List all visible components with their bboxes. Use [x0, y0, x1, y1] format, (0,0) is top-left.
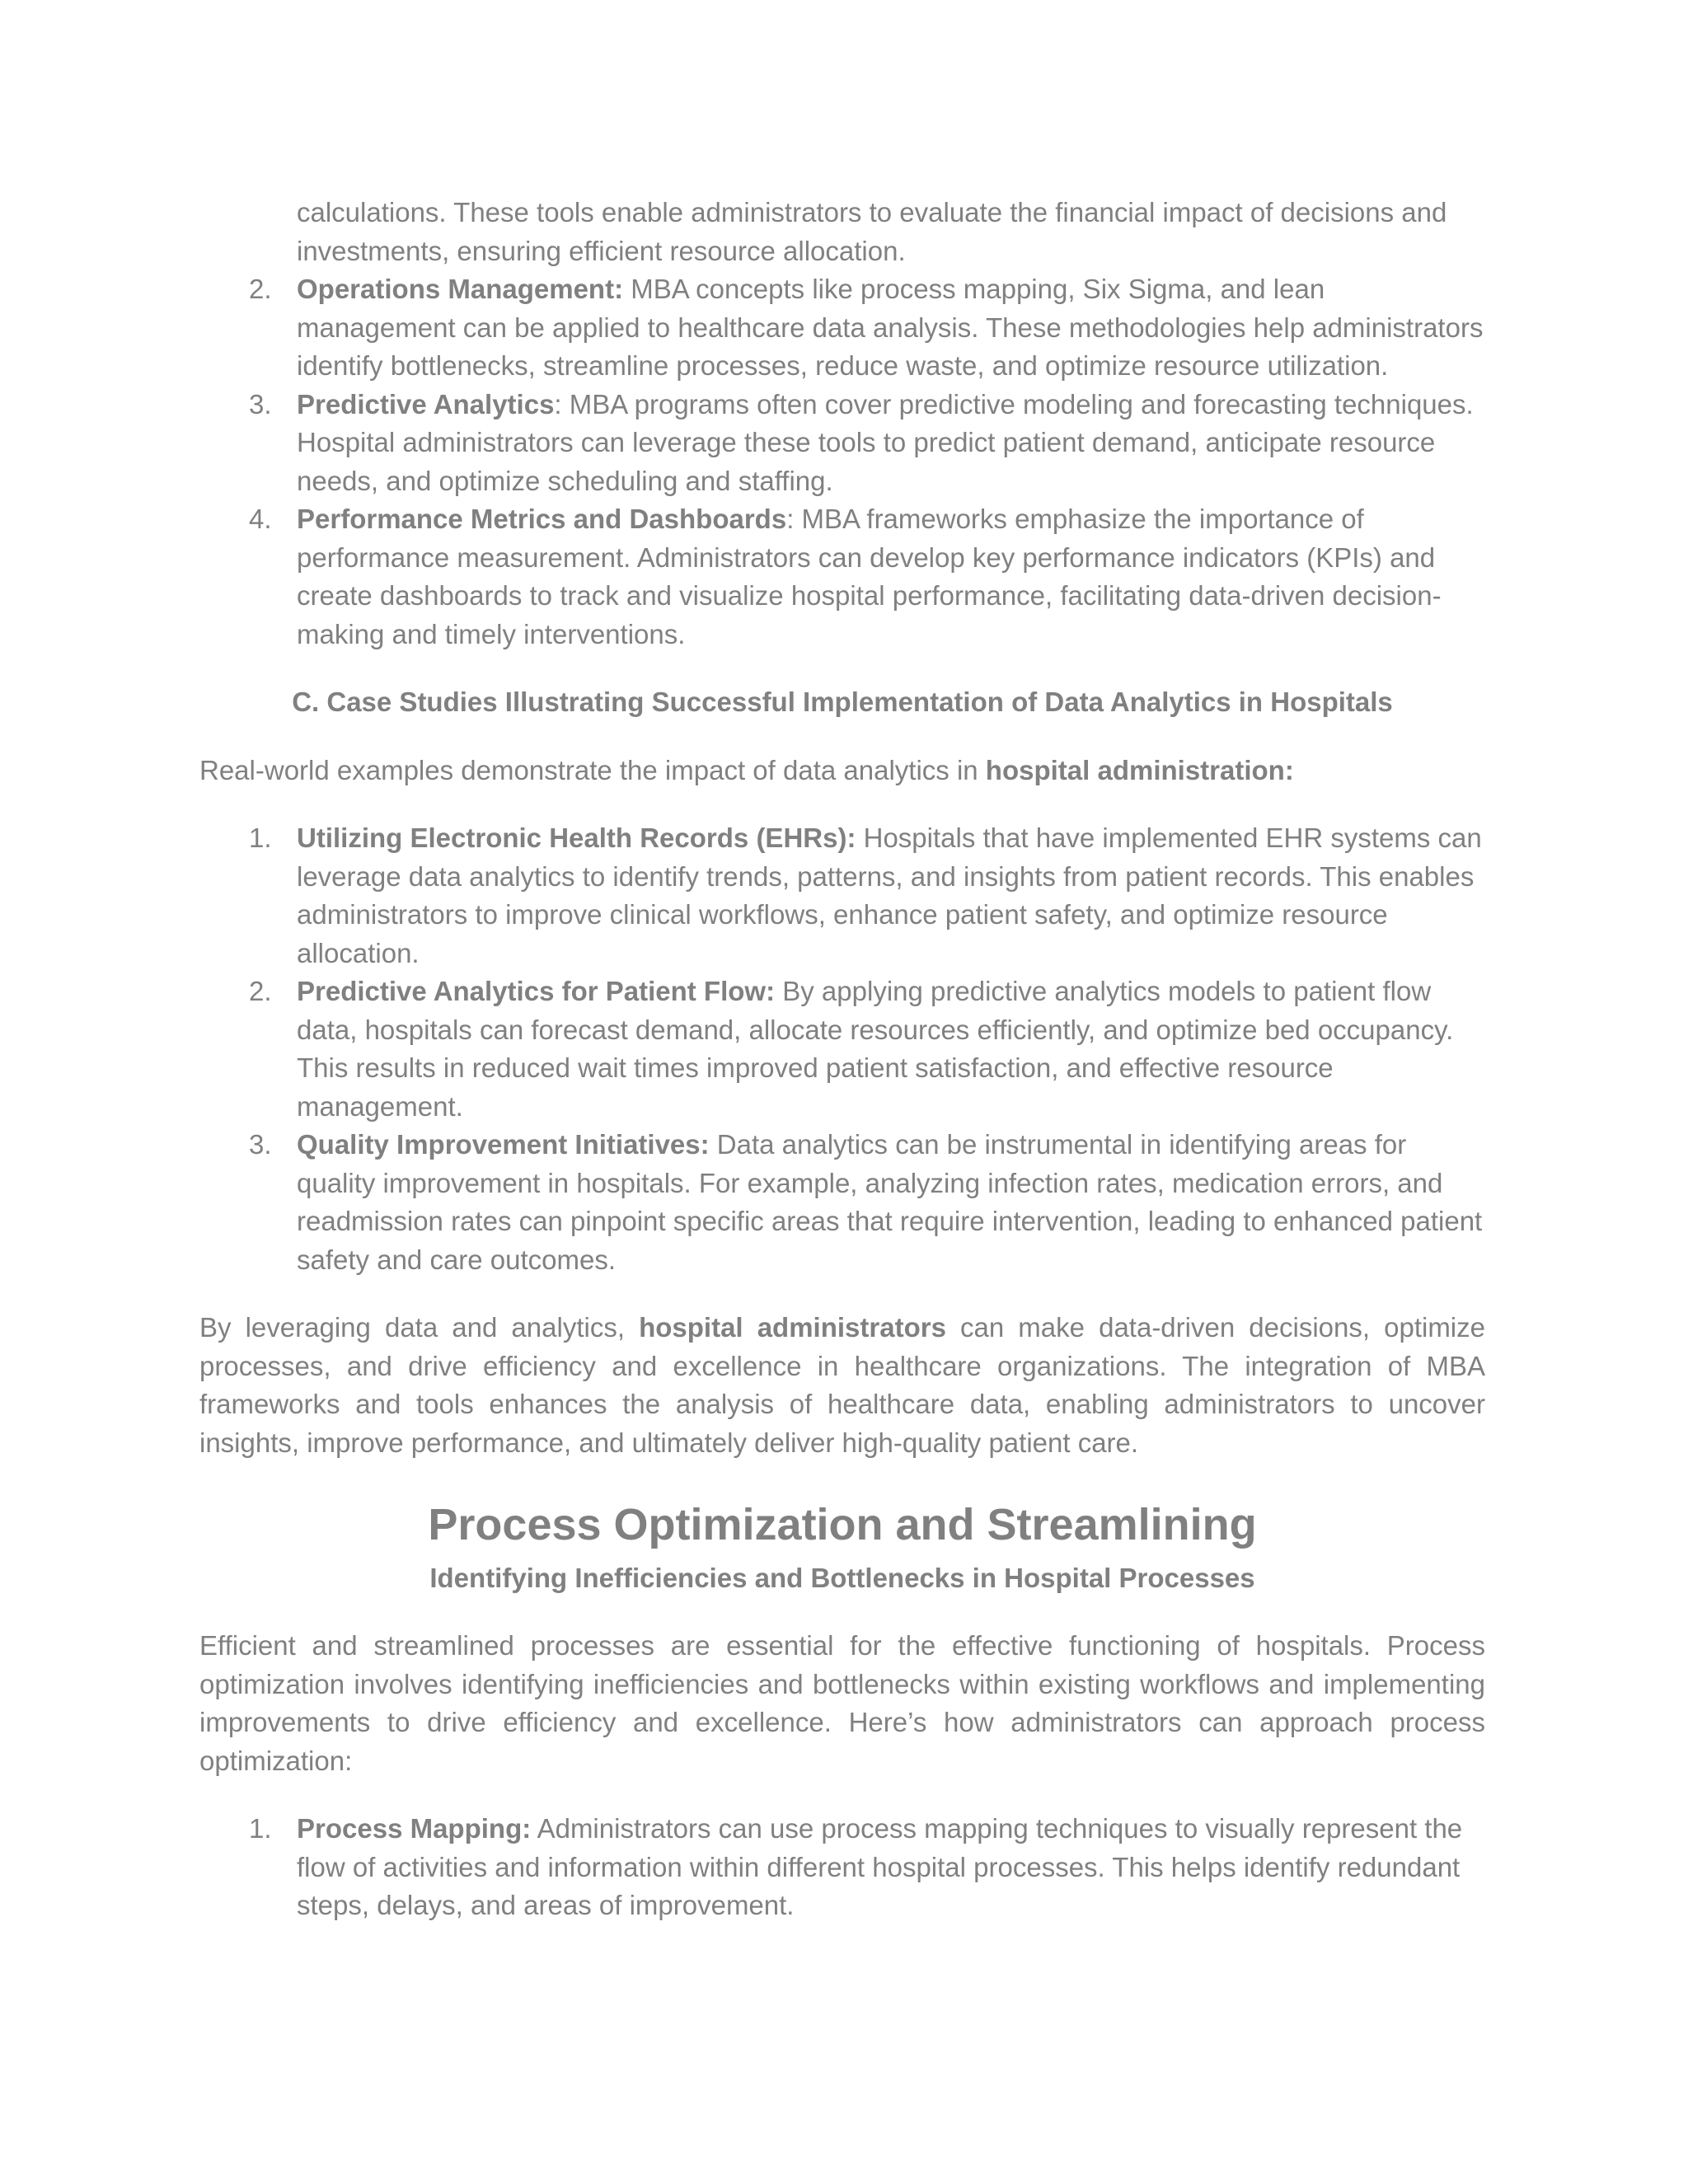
list-item-term: Predictive Analytics: [297, 388, 555, 419]
list-number: 1.: [249, 823, 272, 853]
list-item-text: By applying predictive analytics models to patient flow data, hospitals can forecast demand, allocate resources efficiently, and optimize bed occupancy. This results in reduced wait times improved patient satisfaction, and effective resource management.: [297, 976, 1454, 1122]
list-item: [199, 1810, 1485, 1925]
conclusion-after: can make data-driven decisions, optimize processes, and drive efficiency and excellence in healthcare organizations. The integration of MBA frameworks and tools enhances the analysis of healthcare data, enabling administrators to uncover insights, improve performance, and ultimately deliver high-quality patient care.: [199, 1312, 1485, 1458]
list-item-term: Process Mapping:: [297, 1813, 532, 1844]
list-number: 1.: [249, 1813, 272, 1844]
list-item-term: Performance Metrics and Dashboards: [297, 504, 787, 534]
case-studies-list: [199, 819, 1485, 1279]
intro-text: Real-world examples demonstrate the impact of data analytics in: [199, 754, 986, 785]
list-number: 3.: [249, 1129, 272, 1160]
chapter-title: Process Optimization and Streamlining: [428, 1500, 1257, 1549]
list-item-text: Data analytics can be instrumental in identifying areas for quality improvement in hospitals. For example, analyzing infection rates, medication errors, and readmission rates can pinpoint specific areas that require intervention, leading to enhanced patient safety and care outcomes.: [297, 1129, 1483, 1275]
list-item: [199, 270, 1485, 386]
list-item-text: : MBA frameworks emphasize the importance of performance measurement. Administrators can develop key performance indicators (KPIs) and create dashboards to track and visualize hospital performance, facilitating data-driven decision-making and timely interventions.: [297, 504, 1442, 649]
list-item-text: MBA concepts like process mapping, Six Sigma, and lean management can be applied to healthcare data analysis. These methodologies help administrators identify bottlenecks, streamline processes, reduce waste, and optimize resource utilization.: [297, 274, 1484, 381]
list-item: [199, 972, 1485, 1126]
chapter-subtitle: Identifying Inefficiencies and Bottlenecks in Hospital Processes: [429, 1563, 1255, 1593]
section-c-intro: [199, 752, 1485, 790]
list-number: 2.: [249, 976, 272, 1006]
list-number: 3.: [249, 388, 272, 419]
list-item-continuation: calculations. These tools enable administrators to evaluate the financial impact of decisions and investments, ensuring efficient resource allocation.: [297, 197, 1447, 266]
list-item-text: Hospitals that have implemented EHR systems can leverage data analytics to identify trends, patterns, and insights from patient records. This enables administrators to improve clinical workflows, enhance patient safety, and optimize resource allocation.: [297, 823, 1482, 968]
list-item: [199, 386, 1485, 501]
chapter-intro: Efficient and streamlined processes are essential for the effective functioning of hospitals. Process optimization involves identifying inefficiencies and bottlenecks within existing workflows and implementing improvements to drive efficiency and excellence. Here’s how administrators can approach process optimization:: [199, 1630, 1485, 1776]
list-item-term: Predictive Analytics for Patient Flow:: [297, 976, 776, 1006]
list-item: [199, 819, 1485, 972]
list-item-text: Administrators can use process mapping techniques to visually represent the flow of activities and information within different hospital processes. This helps identify redundant steps, delays, and areas of improvement.: [297, 1813, 1463, 1920]
conclusion-bold: hospital administrators: [639, 1312, 946, 1343]
conclusion-paragraph: [199, 1309, 1485, 1462]
list-item-term: Quality Improvement Initiatives:: [297, 1129, 710, 1160]
intro-bold: hospital administration:: [985, 754, 1294, 785]
mba-tools-list: [199, 270, 1485, 654]
list-item: [199, 1126, 1485, 1279]
list-number: 4.: [249, 504, 272, 534]
page-content: [199, 194, 1485, 1925]
process-optimization-list: [199, 1810, 1485, 1925]
conclusion-before: By leveraging data and analytics,: [199, 1312, 640, 1343]
list-item-text: : MBA programs often cover predictive modeling and forecasting techniques. Hospital administrators can leverage these tools to predict patient demand, anticipate resource needs, and optimize scheduling and staffing.: [297, 388, 1474, 496]
list-item: [199, 500, 1485, 654]
list-number: 2.: [249, 274, 272, 304]
section-c-heading: C. Case Studies Illustrating Successful Implementation of Data Analytics in Hospitals: [292, 687, 1393, 717]
list-item-term: Operations Management:: [297, 274, 624, 304]
list-item-term: Utilizing Electronic Health Records (EHRs):: [297, 823, 856, 853]
